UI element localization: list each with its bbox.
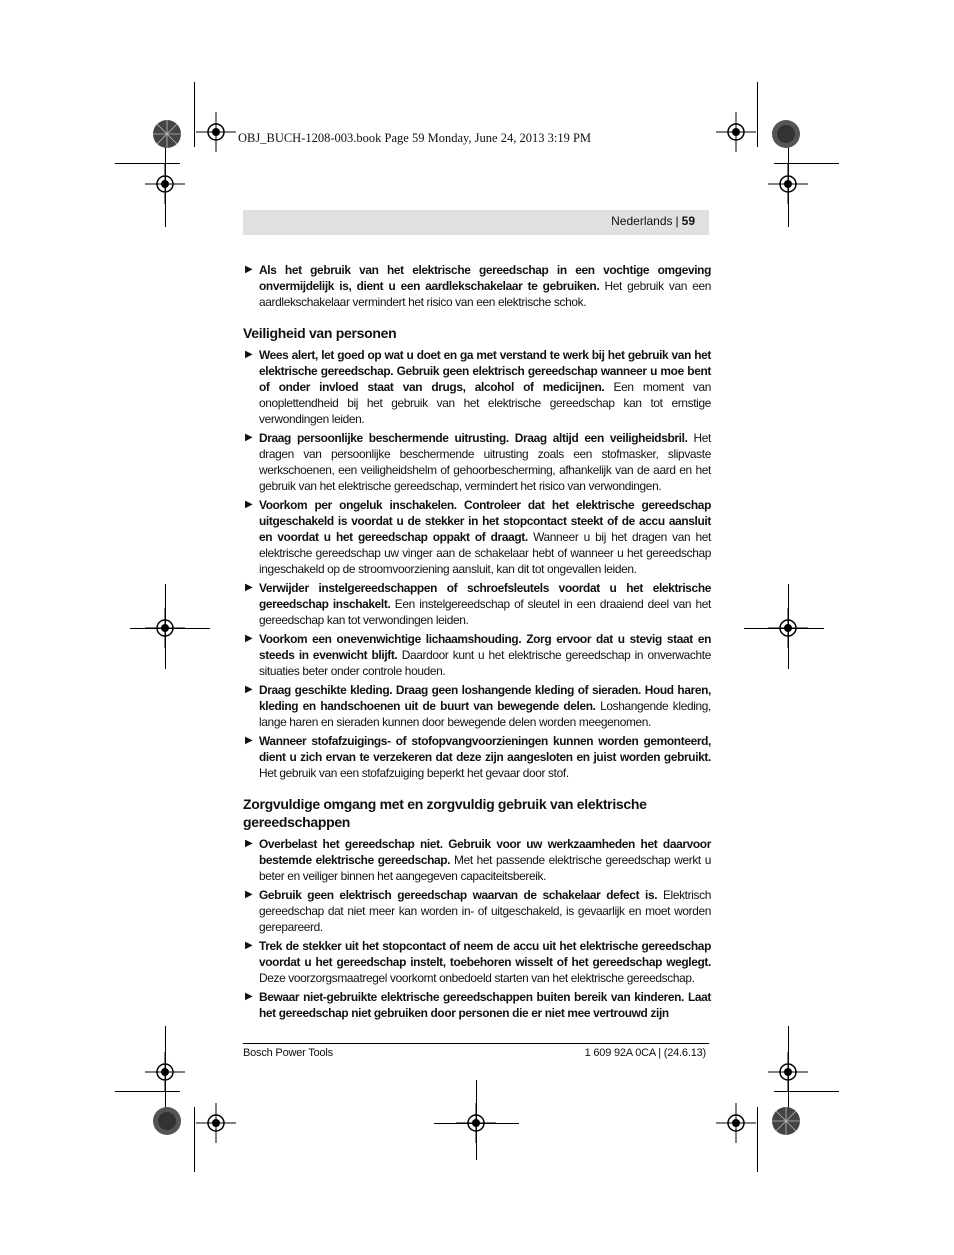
crop-mark (165, 142, 166, 227)
bullet-triangle-icon: ▶ (245, 432, 253, 443)
registration-mark-icon (716, 112, 756, 152)
item-text: Deze voorzorgsmaatregel voorkomt onbedoeld starten van het elektrische gereedschap. (259, 971, 695, 985)
item-text: Daardoor kunt u het elektrische gereedschap in onverwachte situaties beter onder controle houden. (259, 648, 712, 678)
item-bold-text: Trek de stekker uit het stopcontact of neem de accu uit het elektrische gereedschap voordat u het gereedschap instelt, toebehoren wisselt of het gereedschap weglegt. (259, 939, 711, 969)
crop-mark (788, 584, 789, 669)
page-number: 59 (681, 214, 695, 228)
bullet-triangle-icon: ▶ (245, 264, 253, 275)
list-item (243, 733, 711, 781)
crop-mark (476, 1080, 477, 1160)
bullet-triangle-icon: ▶ (245, 940, 253, 951)
footer-brand: Bosch Power Tools (243, 1047, 333, 1059)
page-header (611, 214, 695, 228)
list-item (243, 347, 711, 427)
item-text: Elektrisch gereedschap dat niet meer kan worden in- of uitgeschakeld, is gevaarlijk en moet worden gerepareerd. (259, 888, 711, 934)
item-bold-text: Voorkom een onevenwichtige lichaamshouding. Zorg ervoor dat u stevig staat en steeds in evenwicht blijft. (259, 632, 711, 662)
crop-mark (194, 1107, 195, 1172)
bullet-triangle-icon: ▶ (245, 838, 253, 849)
item-text: Een instelgereedschap of sleutel in een draaiend deel van het gereedschap kan tot verwondingen leiden. (259, 597, 711, 627)
list-item (243, 580, 711, 628)
list-item (243, 938, 711, 986)
color-target-icon (771, 1106, 801, 1136)
item-bold-text: Wanneer stofafzuigings- of stofopvangvoorzieningen kunnen worden gemonteerd, dient u zich ervan te verzekeren dat deze zijn aangesloten en juist worden gebruikt. (259, 734, 711, 764)
bullet-triangle-icon: ▶ (245, 633, 253, 644)
color-target-icon (152, 1106, 182, 1136)
page-header-bar (243, 210, 709, 235)
footer-rule (243, 1043, 709, 1044)
list-item (243, 497, 711, 577)
registration-mark-icon (716, 1103, 756, 1143)
item-bold-text: Overbelast het gereedschap niet. Gebruik voor uw werkzaamheden het daarvoor bestemde elektrische gereedschap. (259, 837, 711, 867)
crop-mark (788, 142, 789, 227)
item-bold-text: Bewaar niet-gebruikte elektrische gereedschappen buiten bereik van kinderen. Laat het gereedschap niet gebruiken door personen die er niet mee vertrouwd zijn (259, 990, 711, 1020)
bullet-triangle-icon: ▶ (245, 735, 253, 746)
item-bold-text: Verwijder instelgereedschappen of schroefsleutels voordat u het elektrische gereedschap inschakelt. (259, 581, 711, 611)
crop-mark (744, 628, 824, 629)
registration-mark-icon (196, 112, 236, 152)
color-target-icon (771, 119, 801, 149)
crop-mark (165, 1026, 166, 1111)
crop-mark (194, 82, 195, 147)
header-separator: | (675, 214, 679, 228)
item-bold-text: Als het gebruik van het elektrische gereedschap in een vochtige omgeving onvermijdelijk is, dient u een aardlekschakelaar te gebruiken. (259, 263, 711, 293)
item-bold-text: Draag geschikte kleding. Draag geen loshangende kleding of sieraden. Houd haren, kleding en handschoenen uit de buurt van bewegende delen. (259, 683, 711, 713)
item-text: Een moment van onoplettendheid bij het gebruik van het elektrische gereedschap kan tot ernstige verwondingen leiden. (259, 380, 711, 426)
color-target-icon (152, 119, 182, 149)
list-item (243, 430, 711, 494)
list-item (243, 631, 711, 679)
print-info-line: OBJ_BUCH-1208-003.book Page 59 Monday, June 24, 2013 3:19 PM (238, 131, 592, 145)
list-item (243, 262, 711, 310)
bullet-triangle-icon: ▶ (245, 499, 253, 510)
list-item (243, 989, 711, 1021)
bullet-triangle-icon: ▶ (245, 582, 253, 593)
item-bold-text: Wees alert, let goed op wat u doet en ga met verstand te werk bij het gebruik van het elektrische gereedschap. Gebruik geen elektrisch gereedschap wanneer u moe bent of onder invloed staat van drugs, alcohol of medicijnen. (259, 348, 711, 394)
page-content (243, 262, 711, 1024)
list-item (243, 682, 711, 730)
item-bold-text: Draag persoonlijke beschermende uitrusting. Draag altijd een veiligheidsbril. (259, 431, 688, 445)
item-text: Het gebruik van een aardlekschakelaar vermindert het risico van een elektrische schok. (259, 279, 711, 309)
item-text: Wanneer u bij het dragen van het elektrische gereedschap uw vinger aan de schakelaar hebt of wanneer u het gereedschap ingeschakeld op de stroomvoorziening aansluit, kan dit tot ongevallen leiden. (259, 530, 711, 576)
section-heading: Zorgvuldige omgang met en zorgvuldig gebruik van elektrische gereedschappen (243, 796, 647, 830)
crop-mark (757, 1107, 758, 1172)
item-text: Loshangende kleding, lange haren en sieraden kunnen door bewegende delen worden meegenomen. (259, 699, 711, 729)
bullet-triangle-icon: ▶ (245, 684, 253, 695)
item-text: Het dragen van persoonlijke beschermende uitrusting zoals een stofmasker, slipvaste werkschoenen, een veiligheidshelm of gehoorbescherming, afhankelijk van de aard en het gebruik van het elektrische gereedschap, vermindert het risico van verwondingen. (259, 431, 711, 493)
list-item (243, 836, 711, 884)
header-language: Nederlands (611, 214, 673, 228)
list-item (243, 887, 711, 935)
bullet-triangle-icon: ▶ (245, 349, 253, 360)
crop-mark (757, 82, 758, 147)
crop-mark (130, 628, 210, 629)
bullet-triangle-icon: ▶ (245, 889, 253, 900)
item-bold-text: Voorkom per ongeluk inschakelen. Controleer dat het elektrische gereedschap uitgeschakeld is voordat u de stekker in het stopcontact steekt of de accu aansluit en voordat u het gereedschap oppakt of draagt. (259, 498, 711, 544)
item-text: Het gebruik van een stofafzuiging beperkt het gevaar door stof. (259, 766, 569, 780)
registration-mark-icon (196, 1103, 236, 1143)
crop-mark (165, 584, 166, 669)
crop-mark (434, 1123, 519, 1124)
item-bold-text: Gebruik geen elektrisch gereedschap waarvan de schakelaar defect is. (259, 888, 658, 902)
section-heading: Veiligheid van personen (243, 325, 397, 341)
footer-doc-number: 1 609 92A 0CA | (24.6.13) (584, 1047, 706, 1059)
crop-mark (788, 1026, 789, 1111)
item-text: Met het passende elektrische gereedschap werkt u beter en veiliger binnen het aangegeven capaciteitsbereik. (259, 853, 711, 883)
bullet-triangle-icon: ▶ (245, 991, 253, 1002)
